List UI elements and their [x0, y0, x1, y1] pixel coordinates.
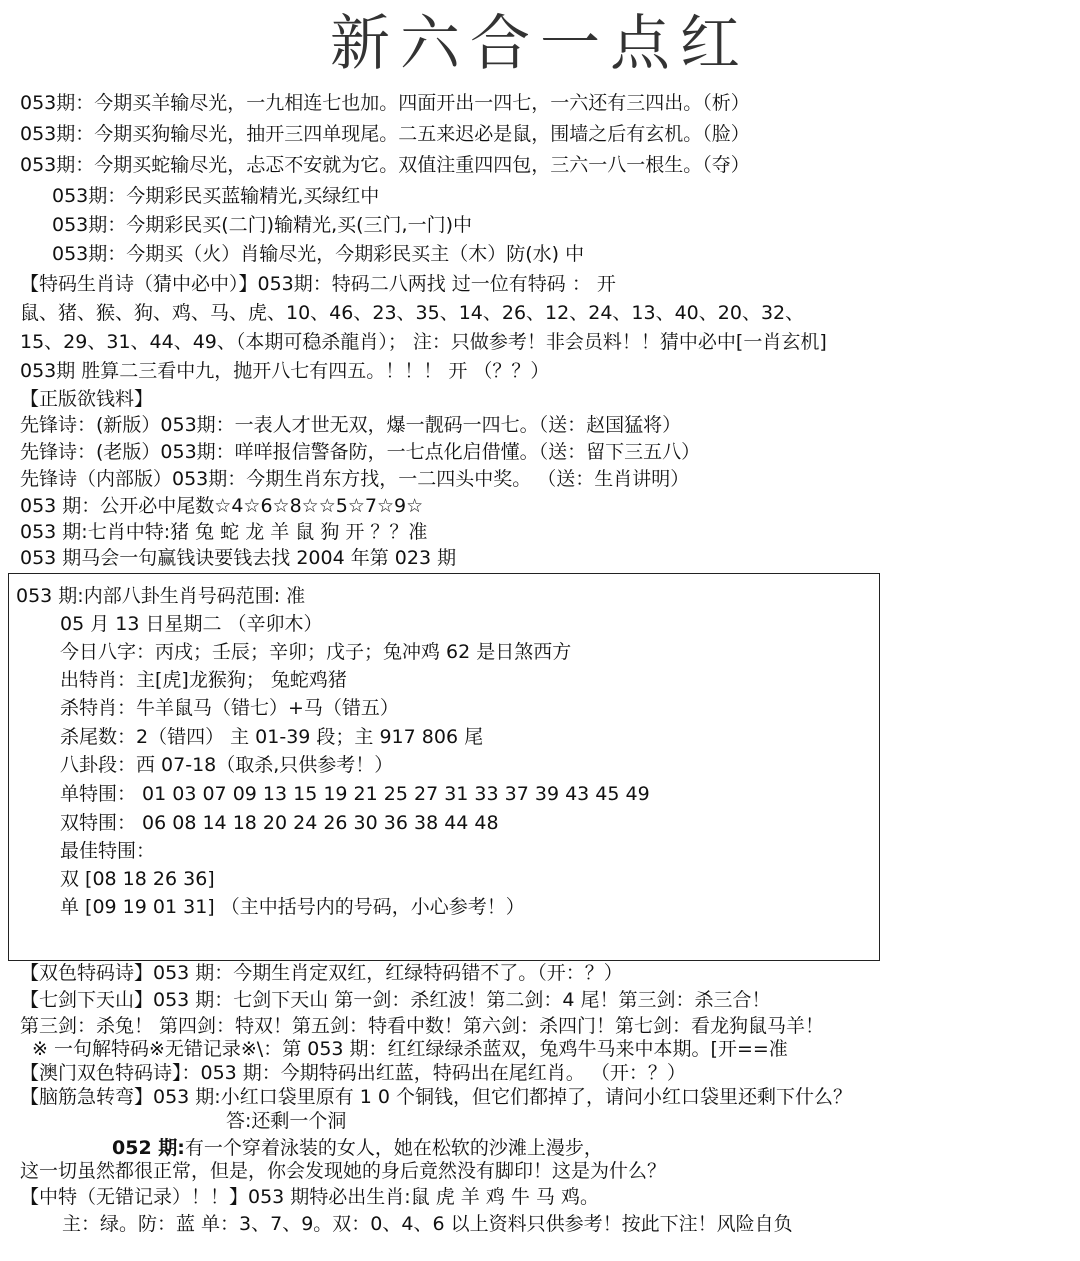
- section-heading-authentic: 【正版欲钱料】: [20, 388, 154, 410]
- riddle-label: 052 期:: [112, 1137, 185, 1159]
- best-odd-line: 单 [09 19 01 31] （主中括号内的号码，小心参考！）: [60, 896, 525, 918]
- odds-line: 053期 胜算二三看中九，抛开八七有四五。！！！ 开 （？？）: [20, 360, 550, 382]
- special-zodiac-record-line: 【中特（无错记录）！！】053 期特必出生肖:鼠 虎 羊 鸡 牛 马 鸡。: [20, 1186, 599, 1208]
- special-zodiac-line: 出特肖：主[虎]龙猴狗； 兔蛇鸡猪: [60, 669, 347, 691]
- element-tip-line: 053期：今期买（火）肖输尽光，今期彩民买主（木）防(水) 中: [52, 243, 585, 265]
- bagua-segment-line: 八卦段：西 07-18（取杀,只供参考！）: [60, 754, 394, 776]
- odd-range-line: 单特围： 01 03 07 09 13 15 19 21 25 27 31 33 37 39 43 45 49: [60, 783, 650, 805]
- tail-number-line: 053 期：公开必中尾数☆4☆6☆8☆☆5☆7☆9☆: [20, 495, 424, 517]
- even-range-line: 双特围： 06 08 14 18 20 24 26 30 36 38 44 48: [60, 812, 499, 834]
- seven-swords-line-2: 第三剑：杀兔！ 第四剑：特双！第五剑：特看中数！第六剑：杀四门！第七剑：看龙狗鼠马羊！: [20, 1015, 825, 1037]
- riddle-line-2: 这一切虽然都很正常，但是，你会发现她的身后竟然没有脚印！这是为什么？: [20, 1160, 667, 1182]
- one-sentence-line: ※ 一句解特码※无错记录※\：第 053 期：红红绿绿杀蓝双，兔鸡牛马来中本期。[开==准: [32, 1038, 788, 1060]
- door-tip-line: 053期：今期彩民买(二门)输精光,买(三门,一门)中: [52, 214, 472, 236]
- poem-line-snake: 053期：今期买蛇输尽光，忐忑不安就为它。双值注重四四包，三六一八一根生。（夺）: [20, 154, 750, 176]
- pioneer-poem-internal: 先锋诗（内部版）053期：今期生肖东方找，一二四头中奖。 （送：生肖讲明）: [20, 468, 690, 490]
- main-defense-line: 主：绿。防：蓝 单：3、7、9。双：0、4、6 以上资料只供参考！按此下注！风险自负: [62, 1213, 793, 1235]
- best-even-line: 双 [08 18 26 36]: [60, 868, 215, 890]
- seven-swords-line-1: 【七剑下天山】053 期：七剑下天山 第一剑：杀红波！第二剑：4 尾！第三剑：杀三合！: [20, 989, 771, 1011]
- kill-tail-line: 杀尾数：2（错四） 主 01-39 段；主 917 806 尾: [60, 726, 484, 748]
- two-color-poem-line: 【双色特码诗】053 期：今期生肖定双红，红绿特码错不了。（开：？）: [20, 962, 623, 984]
- poem-line-dog: 053期：今期买狗输尽光，抽开三四单现尾。二五来迟必是鼠，围墙之后有玄机。（脸）: [20, 123, 750, 145]
- brain-teaser-answer: 答:还剩一个洞: [226, 1110, 347, 1132]
- best-range-label: 最佳特围：: [60, 840, 156, 862]
- zodiac-number-list-2: 15、29、31、44、49、（本期可稳杀龍肖）； 注：只做参考！非会员料！！猜中必中[一肖玄机]: [20, 331, 827, 353]
- zodiac-number-list-1: 鼠、猪、猴、狗、鸡、马、虎、10、46、23、35、14、26、12、24、13、40、20、32、: [20, 302, 805, 324]
- kill-zodiac-line: 杀特肖：牛羊鼠马（错七）+马（错五）: [60, 697, 399, 719]
- brain-teaser-line: 【脑筋急转弯】053 期:小红口袋里原有 1 0 个铜钱，但它们都掉了，请问小红口袋里还剩下什么？: [20, 1086, 853, 1108]
- jockey-club-line: 053 期马会一句赢钱诀要钱去找 2004 年第 023 期: [20, 547, 457, 569]
- poem-line-sheep: 053期：今期买羊输尽光，一九相连七也加。四面开出一四七，一六还有三四出。（析）: [20, 92, 750, 114]
- color-tip-line: 053期：今期彩民买蓝输精光,买绿红中: [52, 185, 380, 207]
- box-heading: 053 期:内部八卦生肖号码范围: 准: [16, 585, 306, 607]
- seven-zodiac-line: 053 期:七肖中特:猪 兔 蛇 龙 羊 鼠 狗 开 ？？准: [20, 521, 428, 543]
- pioneer-poem-old: 先锋诗：(老版）053期：咩咩报信警备防，一七点化启借懂。（送：留下三五八）: [20, 441, 701, 463]
- bazi-line: 今日八字：丙戌；壬辰；辛卯；戊子；兔冲鸡 62 是日煞西方: [60, 641, 572, 663]
- zodiac-poem-heading: 【特码生肖诗（猜中必中）】053期：特码二八两找 过一位有特码 ： 开: [20, 273, 616, 295]
- page-title: 新六合一点红: [330, 9, 750, 79]
- riddle-text: 有一个穿着泳装的女人，她在松软的沙滩上漫步，: [184, 1137, 603, 1159]
- macau-poem-line: 【澳门双色特码诗】：053 期：今期特码出红蓝，特码出在尾红肖。 （开：？）: [20, 1062, 686, 1084]
- pioneer-poem-new: 先锋诗：(新版）053期：一表人才世无双，爆一靓码一四七。（送：赵国猛将）: [20, 414, 682, 436]
- date-line: 05 月 13 日星期二 （辛卯木）: [60, 613, 323, 635]
